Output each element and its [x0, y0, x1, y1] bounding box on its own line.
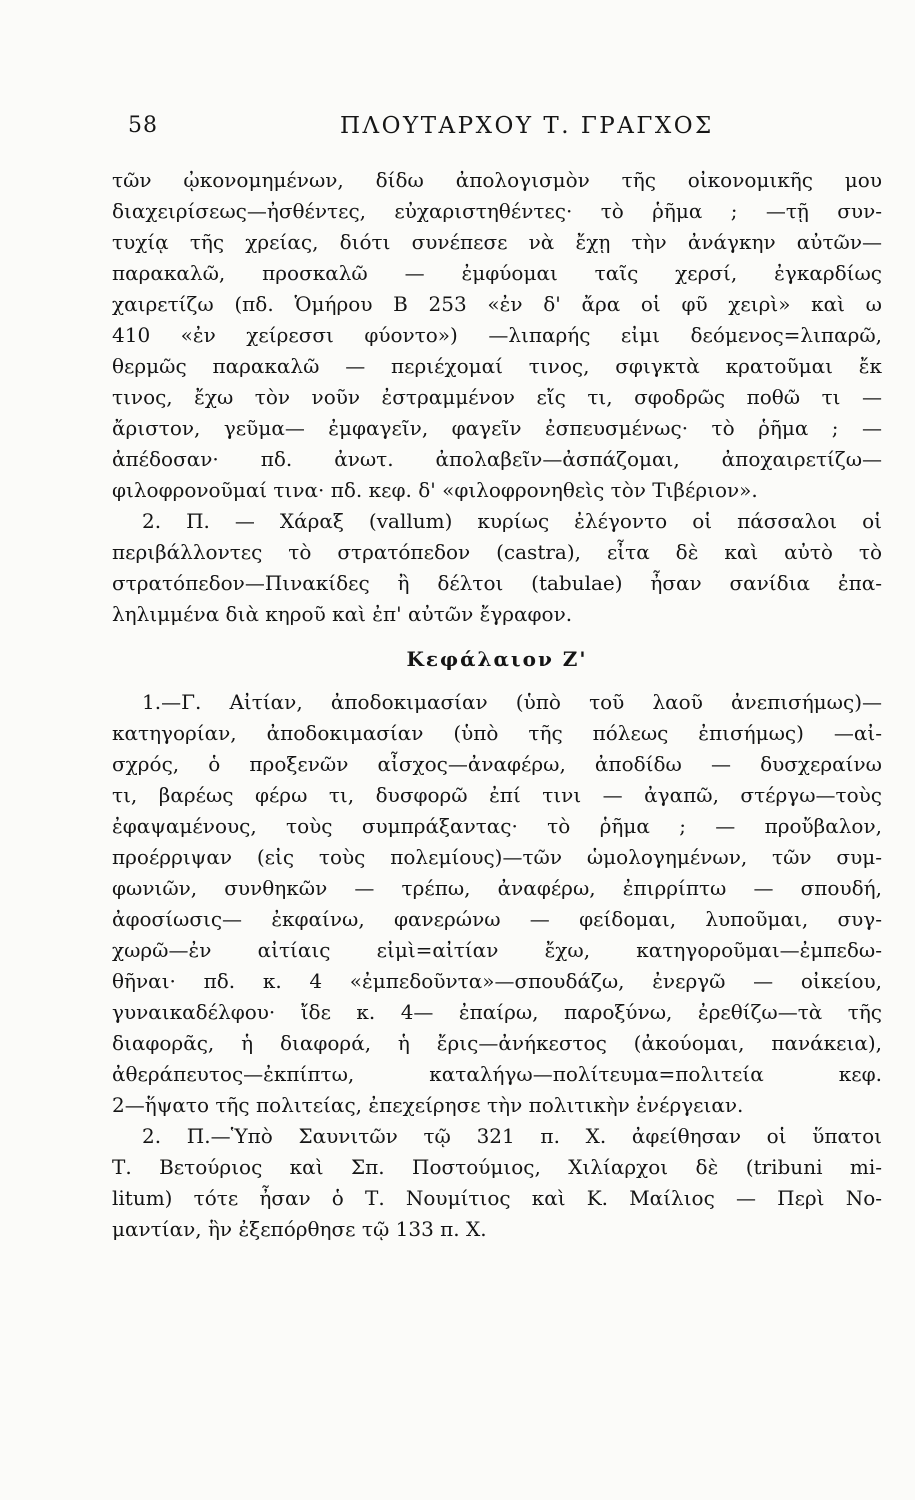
text-line: διαφορᾶς, ἡ διαφορά, ἡ ἔρις—ἀνήκεστος (ἀκούομαι, πανάκεια), — [112, 1031, 882, 1055]
text-line: ἀπέδοσαν· πδ. ἀνωτ. ἀπολαβεῖν—ἀσπάζομαι, ἀποχαιρετίζω— — [112, 447, 882, 471]
text-line: θῆναι· πδ. κ. 4 «ἐμπεδοῦντα»—σπουδάζω, ἐνεργῶ — οἰκείου, — [112, 969, 882, 993]
text-line: παρακαλῶ, προσκαλῶ — ἐμφύομαι ταῖς χερσί, ἐγκαρδίως — [112, 261, 882, 285]
text-line: τι, βαρέως φέρω τι, δυσφορῶ ἐπί τινι — ἀγαπῶ, στέργω—τοὺς — [112, 783, 882, 807]
text-line: τῶν ᾠκονομημένων, δίδω ἀπολογισμὸν τῆς οἰκονομικῆς μου — [112, 168, 882, 192]
running-head: ΠΛΟΥΤΑΡΧΟΥ Τ. ΓΡΑΓΧΟΣ — [340, 113, 714, 139]
text-line: Τ. Βετούριος καὶ Σπ. Ποστούμιος, Χιλίαρχοι δὲ (tribuni mi- — [112, 1155, 882, 1179]
page-header — [128, 113, 885, 153]
text-line: ἐφαψαμένους, τοὺς συμπράξαντας· τὸ ῥῆμα ; — προὔβαλον, — [112, 814, 882, 838]
text-line: 2. Π. — Χάραξ (vallum) κυρίως ἐλέγοντο οἱ πάσσαλοι οἱ — [142, 509, 882, 533]
text-line: 2—ἥψατο τῆς πολιτείας, ἐπεχείρησε τὴν πολιτικὴν ἐνέργειαν. — [112, 1093, 744, 1117]
text-line: στρατόπεδον—Πινακίδες ἢ δέλτοι (tabulae) ἦσαν σανίδια ἐπα- — [112, 571, 882, 595]
text-line: ληλιμμένα διὰ κηροῦ καὶ ἐπ' αὐτῶν ἔγραφον. — [112, 602, 573, 626]
text-line: 2. Π.—Ὑπὸ Σαυνιτῶν τῷ 321 π. Χ. ἀφείθησαν οἱ ὕπατοι — [142, 1124, 882, 1148]
text-line: 1.—Γ. Αἰτίαν, ἀποδοκιμασίαν (ὑπὸ τοῦ λαοῦ ἀνεπισήμως)— — [142, 690, 882, 714]
text-line: χωρῶ—ἐν αἰτίαις εἰμὶ=αἰτίαν ἔχω, κατηγοροῦμαι—ἐμπεδω- — [112, 938, 882, 962]
page-number: 58 — [128, 113, 158, 138]
text-line: γυναικαδέλφου· ἴδε κ. 4— ἐπαίρω, παροξύνω, ἐρεθίζω—τὰ τῆς — [112, 1000, 882, 1024]
text-line: χαιρετίζω (πδ. Ὁμήρου Β 253 «ἐν δ' ἄρα οἱ φῦ χειρὶ» καὶ ω — [112, 292, 882, 316]
text-line: θερμῶς παρακαλῶ — περιέχομαί τινος, σφιγκτὰ κρατοῦμαι ἔκ — [112, 354, 882, 378]
text-line: litum) τότε ἦσαν ὁ Τ. Νουμίτιος καὶ Κ. Μαίλιος — Περὶ Νο- — [112, 1186, 882, 1210]
chapter-heading: Κεφάλαιον Ζ' — [406, 647, 588, 671]
text-line: διαχειρίσεως—ἠσθέντες, εὐχαριστηθέντες· τὸ ῥῆμα ; —τῇ συν- — [112, 199, 882, 223]
commentary-text — [112, 165, 882, 1245]
text-line: περιβάλλοντες τὸ στρατόπεδον (castra), εἶτα δὲ καὶ αὐτὸ τὸ — [112, 540, 882, 564]
text-line: μαντίαν, ἣν ἐξεπόρθησε τῷ 133 π. Χ. — [112, 1217, 487, 1241]
text-line: φωνιῶν, συνθηκῶν — τρέπω, ἀναφέρω, ἐπιρρίπτω — σπουδή, — [112, 876, 882, 900]
text-line: προέρριψαν (εἰς τοὺς πολεμίους)—τῶν ὡμολογημένων, τῶν συμ- — [112, 845, 882, 869]
text-line: ἀφοσίωσις— ἐκφαίνω, φανερώνω — φείδομαι, λυποῦμαι, συγ- — [112, 907, 882, 931]
text-line: τινος, ἔχω τὸν νοῦν ἐστραμμένον εἴς τι, σφοδρῶς ποθῶ τι — — [112, 385, 882, 409]
text-line: ἀθεράπευτος—ἐκπίπτω, καταλήγω—πολίτευμα=πολιτεία κεφ. — [112, 1062, 882, 1086]
text-line: φιλοφρονοῦμαί τινα· πδ. κεφ. δ' «φιλοφρονηθεὶς τὸν Τιβέριον». — [112, 478, 758, 502]
text-line: κατηγορίαν, ἀποδοκιμασίαν (ὑπὸ τῆς πόλεως ἐπισήμως) —αἰ- — [112, 721, 882, 745]
text-line: ἄριστον, γεῦμα— ἐμφαγεῖν, φαγεῖν ἐσπευσμένως· τὸ ῥῆμα ; — — [112, 416, 882, 440]
text-line: 410 «ἐν χείρεσσι φύοντο») —λιπαρής εἰμι δεόμενος=λιπαρῶ, — [112, 323, 882, 347]
text-line: τυχίᾳ τῆς χρείας, διότι συνέπεσε νὰ ἔχῃ τὴν ἀνάγκην αὐτῶν— — [112, 230, 882, 254]
text-line: σχρός, ὁ προξενῶν αἶσχος—ἀναφέρω, ἀποδίδω — δυσχεραίνω — [112, 752, 882, 776]
